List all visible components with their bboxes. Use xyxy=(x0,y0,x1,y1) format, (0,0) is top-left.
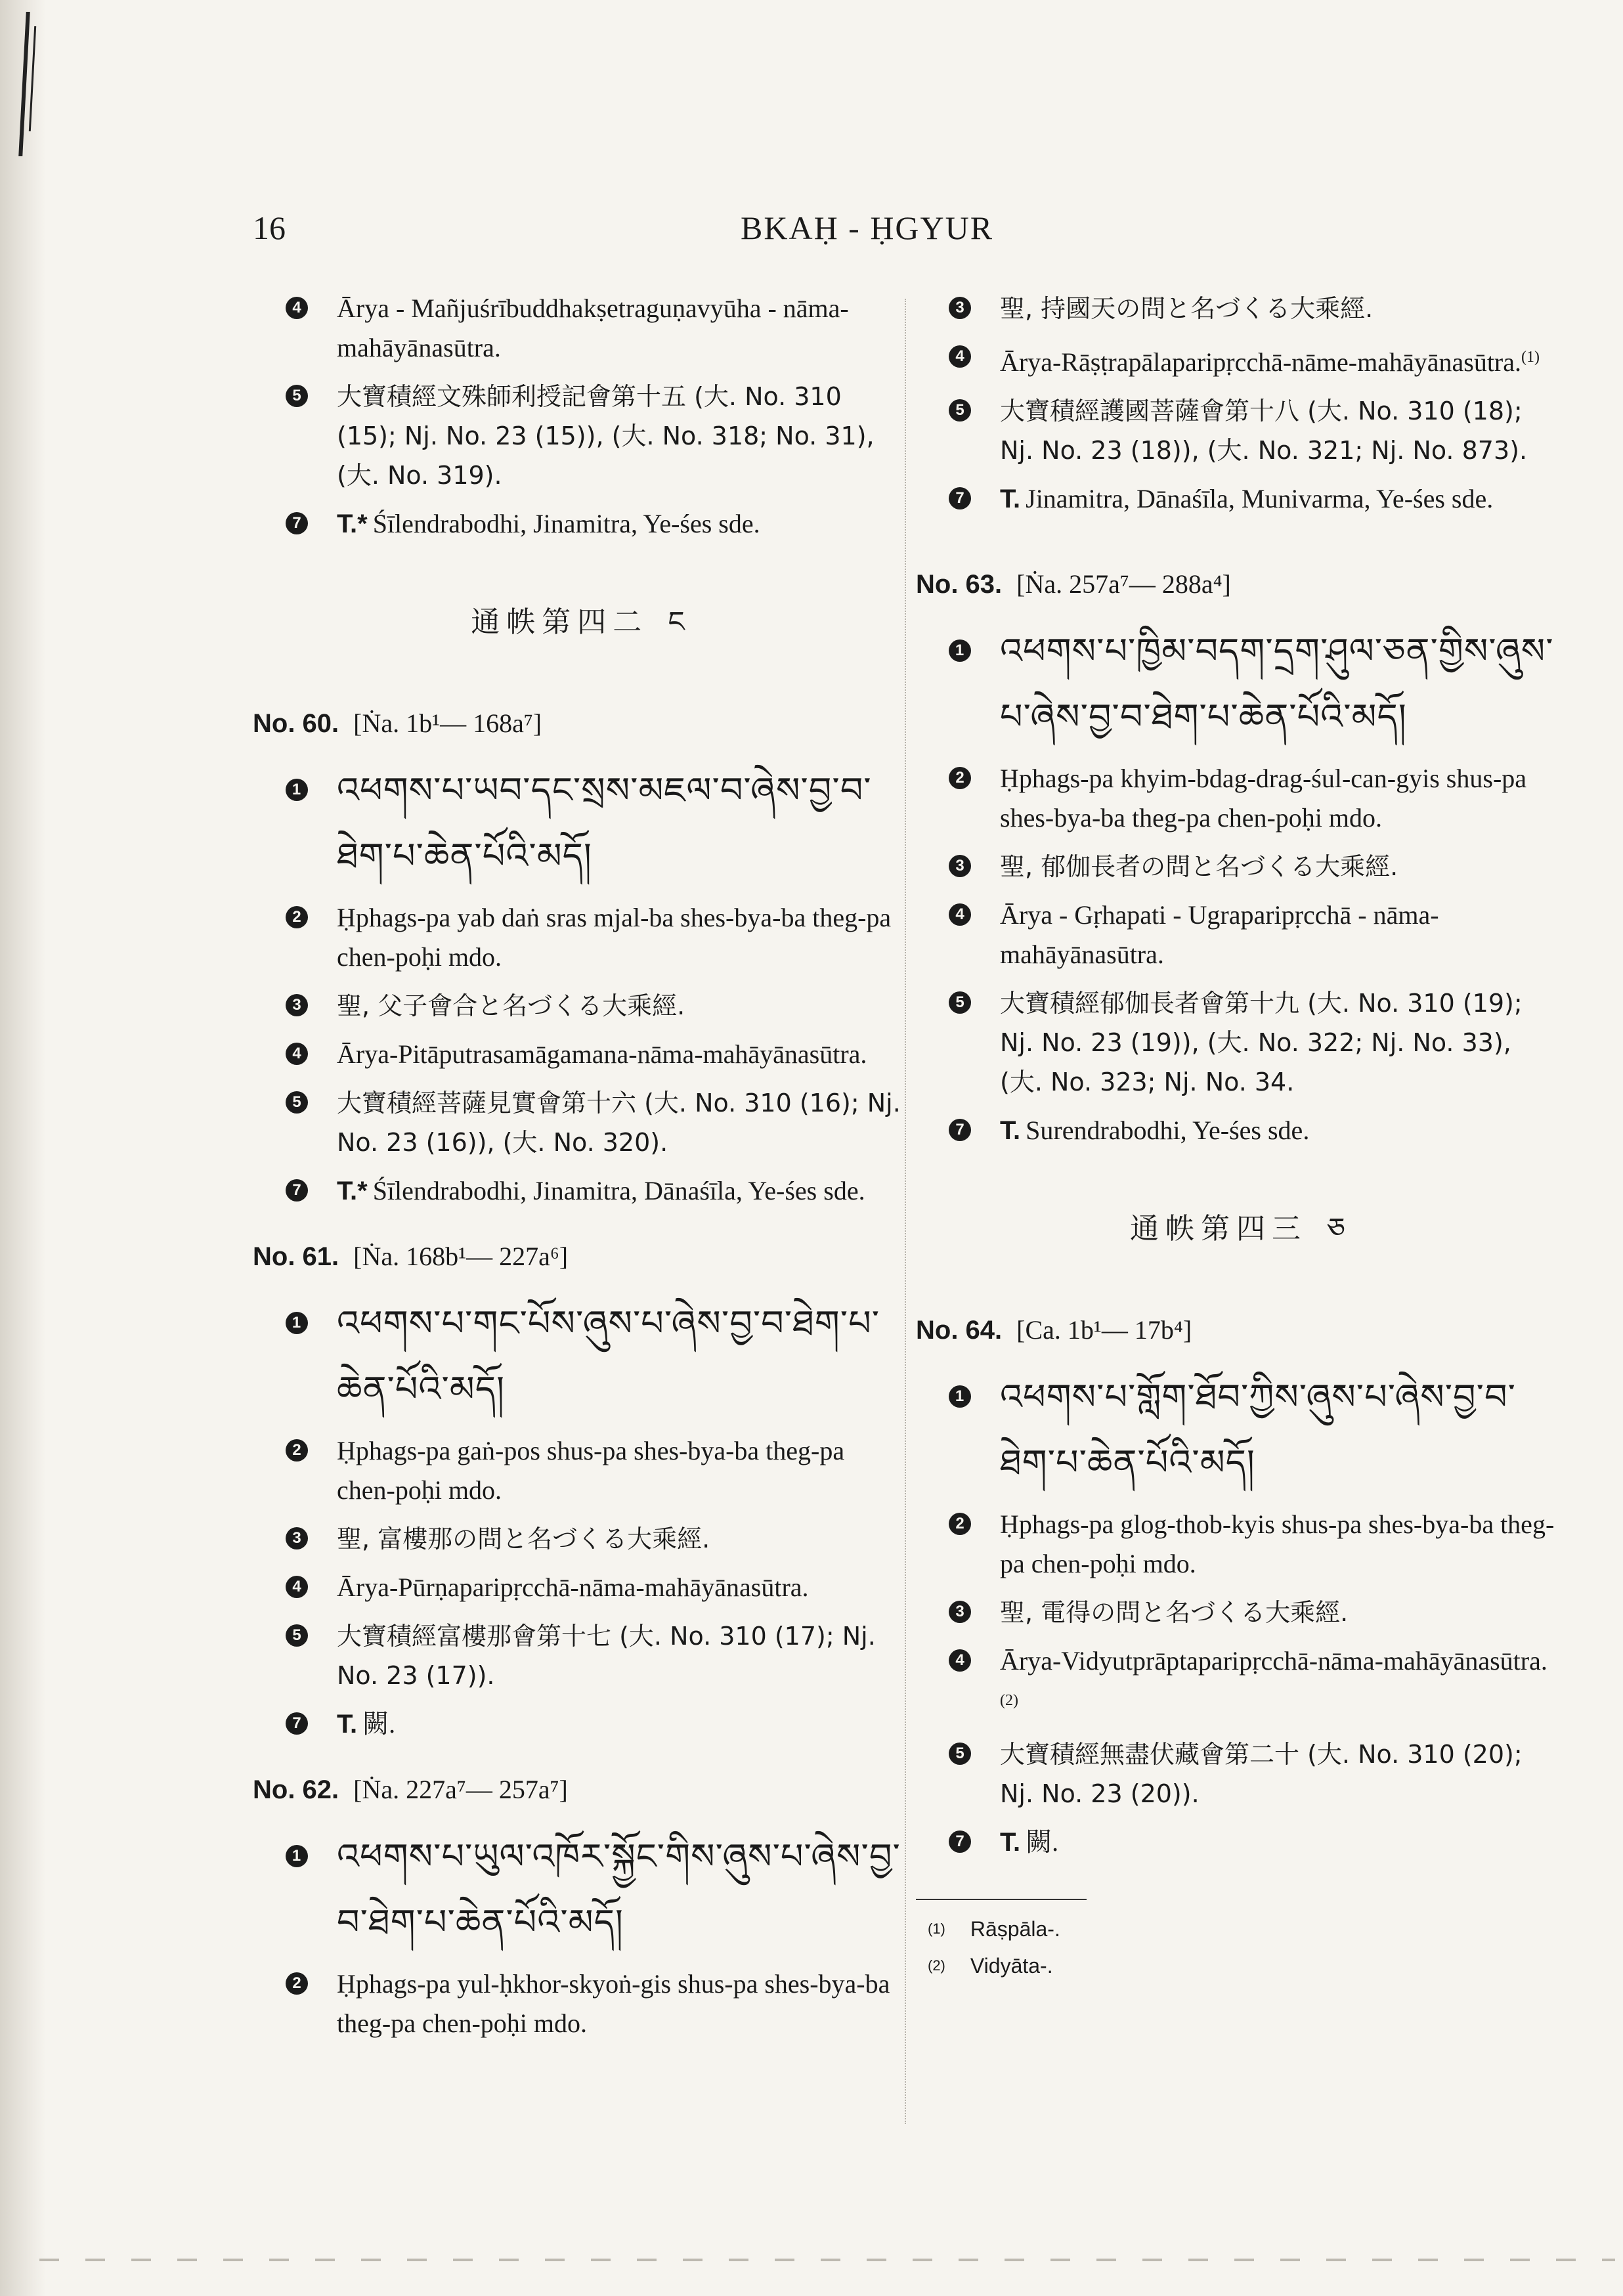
item-text: Ārya-Pitāputrasamāgamana-nāma-mahāyānasūtra. xyxy=(337,1039,867,1069)
entry-item xyxy=(916,984,1559,1102)
marker: 3 xyxy=(949,297,971,319)
entry-item xyxy=(916,1823,1559,1862)
entry-heading xyxy=(253,1770,903,1809)
entry-number: No. 63. xyxy=(916,570,1003,599)
translator-label: T. xyxy=(1000,1116,1021,1145)
marker: 4 xyxy=(286,1043,308,1065)
marker: 7 xyxy=(949,1119,971,1141)
tibetan-title: འཕགས་པ་གློག་ཐོབ་ཀྱིས་ཞུས་པ་ཞེས་བྱ་བ་ཐེག་པ་ཆེན་པོའི་མདོ། xyxy=(1000,1377,1516,1483)
entry-item xyxy=(253,377,903,495)
marker: 7 xyxy=(286,512,308,534)
left-column xyxy=(253,289,903,2052)
item-text: 聖, 父子會合と名づくる大乘經. xyxy=(337,991,685,1020)
entry-item xyxy=(253,758,903,889)
entry-item xyxy=(916,1641,1559,1725)
item-text: Ārya - Gṛhapati - Ugraparipṛcchā - nāma-mahāyānasūtra. xyxy=(1000,900,1439,969)
entry-item xyxy=(916,1505,1559,1584)
entry-item xyxy=(253,1568,903,1607)
catalog-entry xyxy=(253,1237,903,1744)
item-text: 聖, 持國天の問と名づくる大乘經. xyxy=(1000,294,1374,323)
footnote xyxy=(916,1911,1559,1947)
entry-item xyxy=(253,1964,903,2043)
marker: 4 xyxy=(949,903,971,926)
footnote-rule xyxy=(916,1899,1087,1900)
continuation-block xyxy=(916,289,1559,519)
item-text: Ārya-Vidyutprāptaparipṛcchā-nāma-mahāyānasūtra. xyxy=(1000,1646,1547,1676)
tibetan-title: འཕགས་པ་གང་པོས་ཞུས་པ་ཞེས་བྱ་བ་ཐེག་པ་ཆེན་པོའི་མདོ། xyxy=(337,1304,880,1409)
item-text: 大寶積經無盡伏藏會第二十 (大. No. 310 (20); Nj. No. 23 (20)). xyxy=(1000,1740,1523,1808)
marker: 4 xyxy=(286,297,308,319)
item-text: Ārya-Rāṣṭrapālaparipṛcchā-nāme-mahāyānasūtra. xyxy=(1000,347,1522,377)
item-text: Jinamitra, Dānaśīla, Munivarma, Ye-śes sde. xyxy=(1026,484,1494,513)
marker: 2 xyxy=(286,1439,308,1462)
footnote-mark: (2) xyxy=(928,1957,945,1974)
catalog-entry xyxy=(253,1770,903,2043)
column-divider xyxy=(905,299,906,2124)
marker: 5 xyxy=(286,385,308,407)
entry-ref: [Ṅa. 1b¹— 168a⁷] xyxy=(353,708,542,738)
item-text: 闕. xyxy=(362,1709,396,1739)
entry-heading xyxy=(916,565,1559,604)
item-text: Ḥphags-pa glog-thob-kyis shus-pa shes-bya-ba theg-pa chen-poḥi mdo. xyxy=(1000,1509,1555,1578)
entry-ref: [Ṅa. 227a⁷— 257a⁷] xyxy=(353,1775,568,1804)
entry-item xyxy=(253,898,903,977)
marker: 3 xyxy=(286,1527,308,1549)
entry-number: No. 62. xyxy=(253,1775,339,1804)
entry-ref: [Ṅa. 257a⁷— 288a⁴] xyxy=(1016,569,1231,599)
marker: 2 xyxy=(286,1972,308,1995)
footnote-mark: (1) xyxy=(928,1920,945,1937)
entry-item xyxy=(253,1704,903,1744)
entry-item xyxy=(253,1616,903,1695)
tibetan-title: འཕགས་པ་ཡུལ་འཁོར་སྐྱོང་གིས་ཞུས་པ་ཞེས་བྱ་བ་ཐེག་པ་ཆེན་པོའི་མདོ། xyxy=(337,1837,901,1942)
translator-label: T. xyxy=(1000,1828,1021,1857)
marker: 5 xyxy=(286,1624,308,1647)
marker: 7 xyxy=(949,487,971,509)
item-text: 聖, 電得の問と名づくる大乘經. xyxy=(1000,1598,1349,1627)
marker: 4 xyxy=(949,345,971,368)
item-text: Ārya-Pūrṇaparipṛcchā-nāma-mahāyānasūtra. xyxy=(337,1572,809,1602)
item-text: 聖, 富樓那の問と名づくる大乘經. xyxy=(337,1525,710,1553)
marker: 5 xyxy=(286,1091,308,1114)
entry-heading xyxy=(253,704,903,743)
volume-title: 通帙第四二 xyxy=(471,605,649,639)
marker: 2 xyxy=(286,906,308,928)
item-text: Ḥphags-pa yab daṅ sras mjal-ba shes-bya-ba theg-pa chen-poḥi mdo. xyxy=(337,903,892,972)
item-text: Ḥphags-pa yul-ḥkhor-skyoṅ-gis shus-pa shes-bya-ba theg-pa chen-poḥi mdo. xyxy=(337,1969,890,2038)
entry-item xyxy=(916,618,1559,750)
entry-item xyxy=(916,337,1559,382)
marker: 7 xyxy=(286,1179,308,1202)
item-text: 大寶積經菩薩見實會第十六 (大. No. 310 (16); Nj. No. 23 (16)), (大. No. 320). xyxy=(337,1089,901,1157)
entry-item xyxy=(253,1035,903,1074)
entry-item xyxy=(253,1824,903,1955)
tibetan-title: འཕགས་པ་ཁྱིམ་བདག་དྲག་ཤུལ་ཅན་གྱིས་ཞུས་པ་ཞེས་བྱ་བ་ཐེག་པ་ཆེན་པོའི་མདོ། xyxy=(1000,632,1554,737)
marker: 1 xyxy=(949,1385,971,1408)
entry-ref: [Ṅa. 168b¹— 227a⁶] xyxy=(353,1242,569,1271)
entry-item xyxy=(253,986,903,1026)
translator-label: T.* xyxy=(337,1177,368,1205)
entry-item xyxy=(916,847,1559,886)
entry-item xyxy=(916,759,1559,838)
entry-item xyxy=(253,289,903,368)
marker: 7 xyxy=(949,1830,971,1853)
entry-heading xyxy=(253,1237,903,1276)
marker: 4 xyxy=(949,1649,971,1672)
item-text: Surendrabodhi, Ye-śes sde. xyxy=(1026,1116,1310,1145)
translator-label: T. xyxy=(337,1710,358,1739)
entry-item xyxy=(916,1735,1559,1813)
entry-item xyxy=(916,1111,1559,1150)
catalog-entry xyxy=(253,704,903,1211)
entry-item xyxy=(253,1083,903,1162)
right-column xyxy=(916,289,1559,1984)
marker: 2 xyxy=(949,767,971,789)
item-text: 大寶積經護國菩薩會第十八 (大. No. 310 (18); Nj. No. 23 (18)), (大. No. 321; Nj. No. 873). xyxy=(1000,397,1528,465)
marker: 2 xyxy=(949,1513,971,1535)
volume-letter: ཅ xyxy=(1327,1212,1345,1245)
entry-item xyxy=(253,1171,903,1211)
footnote-text: Rāṣpāla-. xyxy=(970,1917,1060,1941)
entry-item xyxy=(916,896,1559,974)
catalog-entry xyxy=(916,1310,1559,1862)
item-text: 聖, 郁伽長者の問と名づくる大乘經. xyxy=(1000,852,1398,881)
tibetan-title: འཕགས་པ་ཡབ་དང་སྲས་མཇལ་བ་ཞེས་བྱ་བ་ཐེག་པ་ཆེན་པོའི་མདོ། xyxy=(337,771,872,876)
entry-item xyxy=(253,1519,903,1559)
entry-number: No. 60. xyxy=(253,709,339,738)
marker: 5 xyxy=(949,399,971,422)
item-text: Ārya - Mañjuśrībuddhakṣetraguṇavyūha - nāma-mahāyānasūtra. xyxy=(337,293,849,362)
entry-heading xyxy=(916,1310,1559,1350)
entry-item xyxy=(916,289,1559,328)
entry-item xyxy=(253,504,903,544)
item-text: 大寶積經文殊師利授記會第十五 (大. No. 310 (15); Nj. No. 23 (15)), (大. No. 318; No. 31), (大. No. 319). xyxy=(337,382,875,490)
scan-edge-marks xyxy=(39,2259,1615,2261)
entry-item xyxy=(253,1291,903,1422)
binding-gutter xyxy=(0,0,46,2296)
entry-item xyxy=(916,1593,1559,1632)
running-title: BKAḤ - ḤGYUR xyxy=(741,209,994,246)
translator-label: T. xyxy=(1000,485,1021,513)
entry-item xyxy=(916,1364,1559,1496)
marker: 3 xyxy=(949,855,971,877)
entry-number: No. 61. xyxy=(253,1242,339,1271)
item-text: Ḥphags-pa khyim-bdag-drag-śul-can-gyis shus-pa shes-bya-ba theg-pa chen-poḥi mdo. xyxy=(1000,764,1527,833)
marker: 1 xyxy=(286,779,308,801)
page-number: 16 xyxy=(253,209,286,246)
entry-number: No. 64. xyxy=(916,1316,1003,1345)
catalog-entry xyxy=(916,565,1559,1150)
volume-heading xyxy=(253,590,903,671)
marker: 5 xyxy=(949,1743,971,1765)
item-text: 大寶積經富樓那會第十七 (大. No. 310 (17); Nj. No. 23 (17)). xyxy=(337,1622,876,1690)
volume-heading xyxy=(916,1196,1559,1278)
footnote-text: Vidyāta-. xyxy=(970,1954,1053,1978)
marker: 4 xyxy=(286,1576,308,1598)
marker: 1 xyxy=(286,1845,308,1867)
marker: 7 xyxy=(286,1712,308,1735)
translator-label: T.* xyxy=(337,509,368,538)
marker: 1 xyxy=(949,639,971,662)
marker: 1 xyxy=(286,1312,308,1334)
entry-item xyxy=(916,479,1559,519)
volume-title: 通帙第四三 xyxy=(1130,1212,1307,1245)
continuation-block xyxy=(253,289,903,544)
volume-letter: ང xyxy=(668,605,685,639)
item-text: Ḥphags-pa gaṅ-pos shus-pa shes-bya-ba theg-pa chen-poḥi mdo. xyxy=(337,1436,845,1505)
item-text: Śīlendrabodhi, Jinamitra, Dānaśīla, Ye-śes sde. xyxy=(372,1176,865,1205)
footnote-ref: (1) xyxy=(1521,349,1540,366)
entry-ref: [Ca. 1b¹— 17b⁴] xyxy=(1016,1315,1192,1345)
entry-item xyxy=(253,1431,903,1510)
footnote xyxy=(916,1947,1559,1984)
item-text: 闕. xyxy=(1026,1827,1059,1857)
footnote-ref: (2) xyxy=(1000,1692,1018,1709)
marker: 3 xyxy=(949,1601,971,1623)
entry-item xyxy=(916,391,1559,470)
item-text: 大寶積經郁伽長者會第十九 (大. No. 310 (19); Nj. No. 23 (19)), (大. No. 322; Nj. No. 33), (大. No. 323; Nj. No. 34. xyxy=(1000,989,1523,1096)
marker: 3 xyxy=(286,994,308,1016)
marker: 5 xyxy=(949,991,971,1014)
item-text: Śīlendrabodhi, Jinamitra, Ye-śes sde. xyxy=(372,509,760,538)
